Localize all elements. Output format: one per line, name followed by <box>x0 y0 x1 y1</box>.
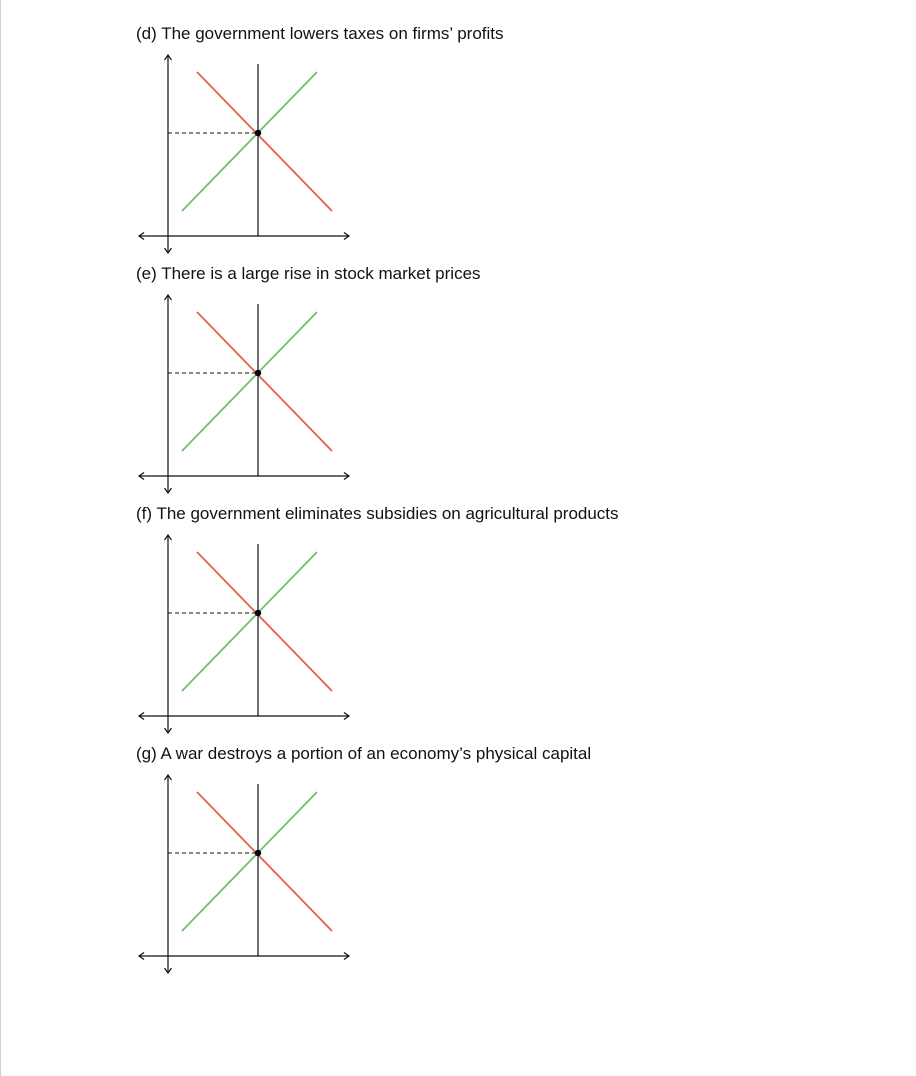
supply-line-green <box>182 312 317 451</box>
supply-demand-diagram <box>132 524 362 736</box>
equilibrium-point <box>255 370 261 376</box>
supply-demand-diagram <box>132 764 362 976</box>
supply-line-green <box>182 552 317 691</box>
question-title: (d) The government lowers taxes on firms’ profits <box>136 24 504 43</box>
demand-line-red <box>197 312 332 451</box>
question-title: (e) There is a large rise in stock market prices <box>136 264 481 283</box>
demand-line-red <box>197 72 332 211</box>
supply-demand-diagram <box>132 44 362 256</box>
equilibrium-point <box>255 610 261 616</box>
demand-line-red <box>197 552 332 691</box>
equilibrium-point <box>255 850 261 856</box>
demand-line-red <box>197 792 332 931</box>
supply-line-green <box>182 72 317 211</box>
question-title: (g) A war destroys a portion of an economy’s physical capital <box>136 744 592 763</box>
question-title: (f) The government eliminates subsidies on agricultural products <box>136 504 619 523</box>
page-border <box>0 0 1 1076</box>
supply-line-green <box>182 792 317 931</box>
supply-demand-diagram <box>132 284 362 496</box>
equilibrium-point <box>255 130 261 136</box>
